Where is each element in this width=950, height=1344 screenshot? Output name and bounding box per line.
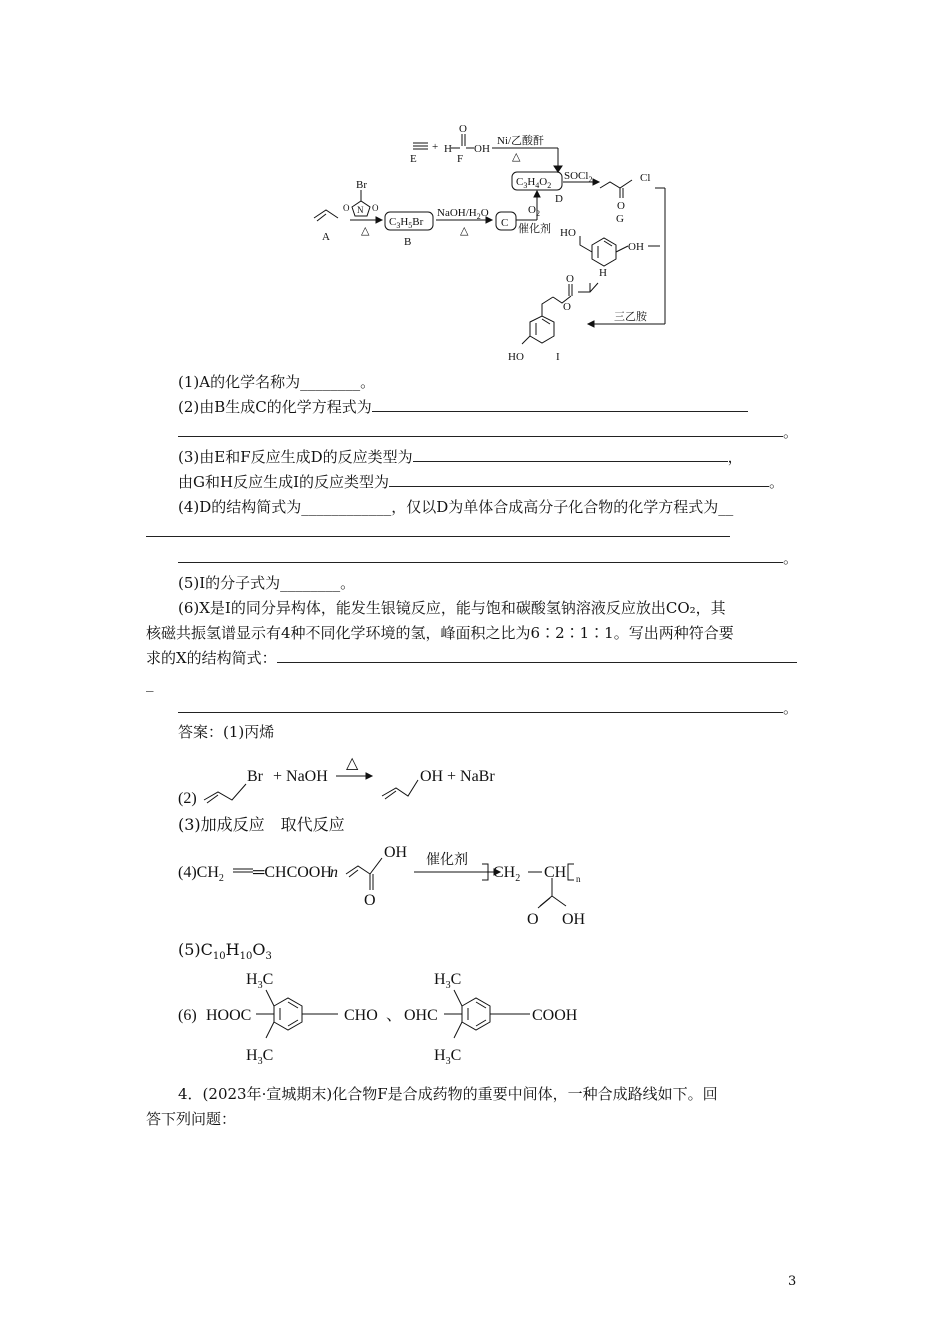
svg-text:n: n <box>576 874 581 884</box>
question-6-line1: (6)X是I的同分异构体，能发生银镜反应，能与饱和碳酸氢钠溶液反应放出CO₂，其 <box>178 599 726 617</box>
svg-text:O: O <box>459 123 467 135</box>
svg-text:Br: Br <box>247 768 263 785</box>
reagent-triethylamine: 三乙胺 <box>614 311 647 323</box>
answer-6-structures <box>170 962 600 1074</box>
answer-4-equation <box>170 838 610 930</box>
question-4-next-line1: 4．(2023年·宣城期末)化合物F是合成药物的重要中间体，一种合成路线如下。回 <box>178 1085 718 1103</box>
answer-blank[interactable] <box>178 422 783 437</box>
label-B: B <box>404 236 412 248</box>
svg-text:OH: OH <box>628 241 644 253</box>
label-I: I <box>556 351 560 363</box>
svg-text:△: △ <box>361 225 370 237</box>
svg-text:H3C: $H_3C$ <box>246 1047 274 1067</box>
svg-text:、: 、 <box>386 1007 403 1024</box>
svg-text:(4)CH2: $(4)CH_2$ <box>178 864 224 884</box>
reagent-catalyst: 催化剂 <box>518 223 551 235</box>
answer-3: (3)加成反应 取代反应 <box>178 815 345 834</box>
svg-text:═CHCOOH: ═CHCOOH <box>253 864 332 881</box>
svg-text:(2): (2) <box>178 790 197 807</box>
svg-text:HO: HO <box>560 227 576 239</box>
answer-5: $(5)C_{10}H_{10}O_3$ <box>178 940 272 963</box>
svg-text:O2: $O_2$ <box>528 204 540 218</box>
svg-text:(6): (6) <box>178 1007 197 1024</box>
svg-text:Cl: Cl <box>640 172 651 184</box>
svg-text:催化剂: 催化剂 <box>426 853 468 868</box>
svg-text:△: △ <box>512 151 521 163</box>
question-5: (5)I的分子式为________。 <box>178 574 356 592</box>
svg-text:O: O <box>563 301 571 313</box>
svg-text:CH: CH <box>544 864 567 881</box>
svg-text:O: O <box>527 911 539 928</box>
svg-text:O: O <box>343 203 350 213</box>
svg-text:O: O <box>617 200 625 212</box>
answer-2-equation <box>170 752 530 808</box>
question-3a: (3)由E和F反应生成D的反应类型为 ， <box>178 448 743 466</box>
answer-blank[interactable] <box>389 472 769 487</box>
svg-text:△: △ <box>460 225 469 237</box>
svg-text:H3C: $H_3C$ <box>434 971 462 991</box>
question-6-line2: 核磁共振氢谱显示有4种不同化学环境的氢，峰面积之比为6∶2∶1∶1。写出两种符合要 <box>146 624 734 642</box>
question-4-next-line2: 答下列问题： <box>146 1110 237 1128</box>
svg-text:OH: OH <box>474 143 490 155</box>
answer-blank[interactable] <box>413 447 728 462</box>
label-H: H <box>599 267 607 279</box>
question-3b: 由G和H反应生成I的反应类型为 。 <box>178 473 785 491</box>
question-1: (1)A的化学名称为________。 <box>178 373 376 391</box>
svg-text:COOH: COOH <box>532 1007 578 1024</box>
svg-text:NaOH/H2O: NaOH/$H_2O$ <box>437 207 489 221</box>
svg-text:n: n <box>330 864 338 881</box>
synthesis-scheme <box>300 118 700 368</box>
svg-text:OHC: OHC <box>404 1007 438 1024</box>
svg-text:H3C: $H_3C$ <box>434 1047 462 1067</box>
svg-text:△: △ <box>346 755 359 772</box>
question-2-line2: 。 <box>178 422 798 442</box>
question-2: (2)由B生成C的化学方程式为 <box>178 397 748 417</box>
svg-text:CH2: $CH_2$ <box>493 864 521 884</box>
answer-blank[interactable] <box>372 397 748 412</box>
svg-text:HO: HO <box>508 351 524 363</box>
svg-text:O: O <box>372 203 379 213</box>
svg-text:+ NaOH: + NaOH <box>273 768 328 785</box>
formula-B: $C_3H_5Br$ <box>389 216 424 230</box>
svg-text:N: N <box>357 205 364 215</box>
answer-blank[interactable] <box>178 548 783 563</box>
reagent-ni: Ni/乙酸酐 <box>497 135 545 147</box>
svg-text:H: H <box>444 143 452 155</box>
page-number: 3 <box>788 1274 797 1289</box>
svg-text:HOOC: HOOC <box>206 1007 252 1024</box>
label-C: C <box>501 217 509 229</box>
svg-text:O: O <box>566 273 574 285</box>
question-6-line3: 求的X的结构简式： <box>146 648 797 668</box>
question-6-dash: _ <box>146 674 154 692</box>
label-F: F <box>457 153 464 165</box>
svg-text:Br: Br <box>356 179 367 191</box>
svg-text:SOCl2: SOCl$_2$ <box>564 170 593 184</box>
formula-D: $C_3H_4O_2$ <box>516 176 552 190</box>
svg-text:O: O <box>364 892 376 909</box>
label-A: A <box>322 231 330 243</box>
answer-heading: 答案：(1)丙烯 <box>178 723 275 741</box>
svg-text:OH: OH <box>562 911 586 928</box>
answer-blank[interactable] <box>178 698 783 713</box>
label-G: G <box>616 213 624 225</box>
question-6-line5: 。 <box>178 698 798 718</box>
svg-text:OH: OH <box>420 768 444 785</box>
svg-text:+: + <box>432 141 439 153</box>
svg-text:H3C: $H_3C$ <box>246 971 274 991</box>
svg-text:+ NaBr: + NaBr <box>447 768 495 785</box>
label-D: D <box>555 193 563 205</box>
svg-text:CHO: CHO <box>344 1007 378 1024</box>
label-E: E <box>410 153 417 165</box>
svg-text:OH: OH <box>384 844 408 861</box>
answer-blank[interactable] <box>146 536 730 537</box>
question-4: (4)D的结构简式为____________，仅以D为单体合成高分子化合物的化学方程式为__ <box>178 498 734 516</box>
answer-blank[interactable] <box>277 648 797 663</box>
question-4-line3: 。 <box>178 548 798 568</box>
